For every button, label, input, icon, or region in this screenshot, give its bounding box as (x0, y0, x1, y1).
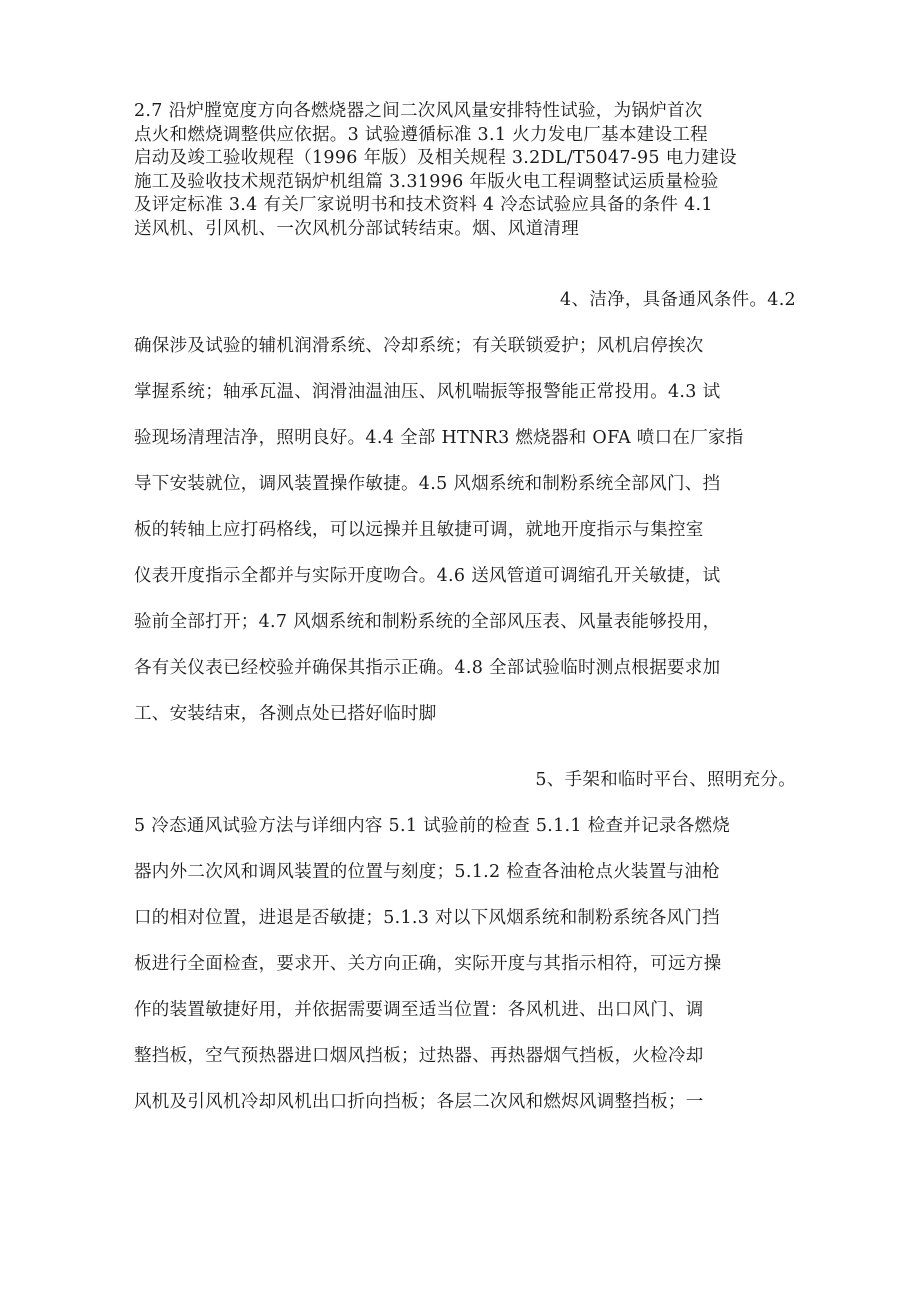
paragraph-standards (134, 100, 794, 242)
text-line: 2.7 沿炉膛宽度方向各燃烧器之间二次风风量安排特性试验，为锅炉首次 (134, 101, 703, 121)
text-line: 各有关仪表已经校验并确保其指示正确。4.8 全部试验临时测点根据要求加 (134, 658, 721, 678)
text-line: 5、手架和临时平台、照明充分。 (535, 770, 796, 790)
text-line: 导下安装就位，调风装置操作敏捷。4.5 风烟系统和制粉系统全部风门、挡 (134, 474, 721, 494)
text-line: 风机及引风机冷却风机出口折向挡板；各层二次风和燃烬风调整挡板；一 (134, 1092, 704, 1112)
text-line: 整挡板，空气预热器进口烟风挡板；过热器、再热器烟气挡板，火检冷却 (134, 1046, 704, 1066)
text-line: 口的相对位置，进退是否敏捷；5.1.3 对以下风烟系统和制粉系统各风门挡 (134, 908, 720, 928)
text-line: 及评定标准 3.4 有关厂家说明书和技术资料 4 冷态试验应具备的条件 4.1 (134, 195, 713, 216)
text-line: 器内外二次风和调风装置的位置与刻度；5.1.2 检查各油枪点火装置与油枪 (134, 862, 720, 882)
text-line: 确保涉及试验的辅机润滑系统、冷却系统；有关联锁爱护；风机启停挨次 (134, 336, 704, 356)
text-line: 工、安装结束，各测点处已搭好临时脚 (134, 704, 437, 724)
text-line: 验前全部打开；4.7 风烟系统和制粉系统的全部风压表、风量表能够投用， (134, 612, 721, 632)
text-line: 板进行全面检查，要求开、关方向正确，实际开度与其指示相符，可远方操 (134, 954, 722, 974)
text-line: 验现场清理洁净，照明良好。4.4 全部 HTNR3 燃烧器和 OFA 喷口在厂家指 (134, 428, 744, 448)
text-line: 施工及验收技术规范锅炉机组篇 3.31996 年版火电工程调整试运质量检验 (134, 171, 719, 192)
text-line: 作的装置敏捷好用，并依据需要调至适当位置：各风机进、出口风门、调 (134, 1000, 704, 1020)
text-line: 4、洁净，具备通风条件。4.2 (560, 290, 796, 310)
text-line: 仪表开度指示全都并与实际开度吻合。4.6 送风管道可调缩孔开关敏捷，试 (134, 566, 721, 586)
text-line: 5 冷态通风试验方法与详细内容 5.1 试验前的检查 5.1.1 检查并记录各燃烧 (134, 816, 731, 836)
text-line: 点火和燃烧调整供应依据。3 试验遵循标准 3.1 火力发电厂基本建设工程 (134, 124, 708, 145)
text-line: 板的转轴上应打码格线，可以远操并且敏捷可调，就地开度指示与集控室 (134, 520, 704, 540)
text-line: 启动及竣工验收规程（1996 年版）及相关规程 3.2DL/T5047-95 电力建设 (134, 148, 737, 169)
text-line: 掌握系统；轴承瓦温、润滑油温油压、风机喘振等报警能正常投用。4.3 试 (134, 382, 721, 402)
paragraph-test-method (134, 757, 796, 1125)
paragraph-conditions (134, 277, 796, 737)
text-line: 送风机、引风机、一次风机分部试转结束。烟、风道清理 (134, 218, 579, 239)
